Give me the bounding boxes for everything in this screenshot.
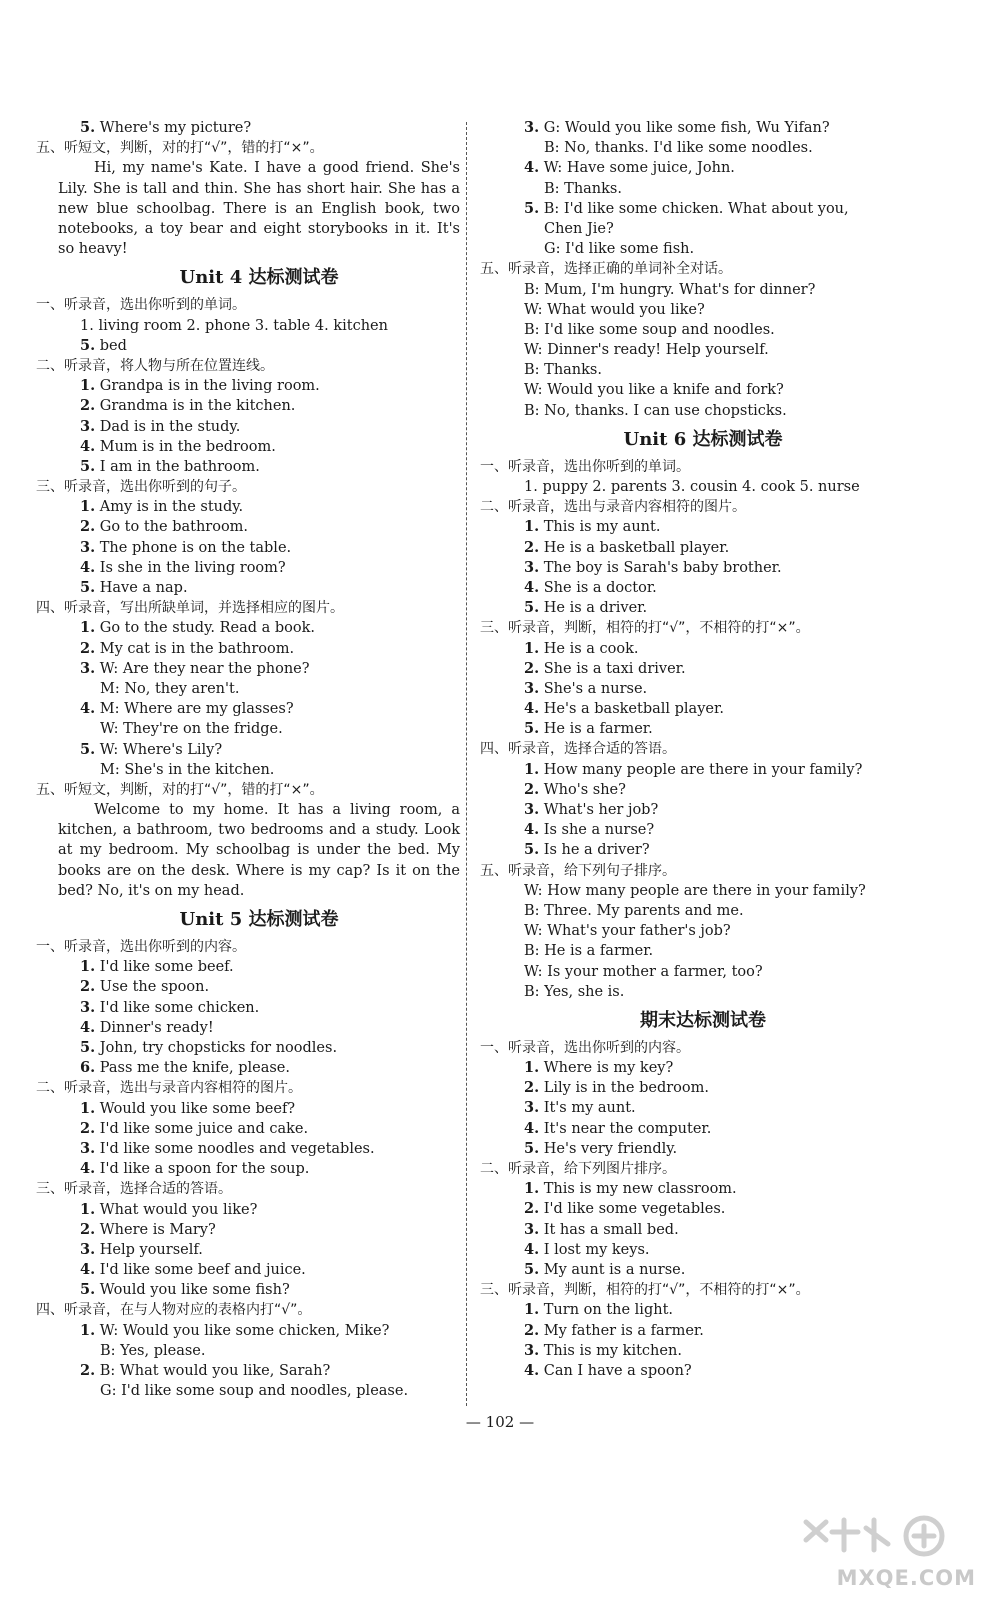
answer-line: [502, 639, 904, 659]
section-heading: 二、听录音，选出与录音内容相符的图片。: [36, 1080, 302, 1097]
answer-line: [502, 1361, 904, 1381]
item-text: Turn on the light.: [539, 1302, 674, 1319]
answer-line: [502, 578, 904, 598]
item-number: 2.: [524, 1200, 540, 1218]
item-number: 4.: [524, 1361, 540, 1379]
item-number: 3.: [80, 1139, 96, 1157]
item-number: 3.: [524, 119, 540, 136]
unit-title: Unit 6 达标测试卷: [623, 428, 783, 450]
item-text: Is she in the living room?: [95, 559, 286, 576]
item-number: 4.: [524, 578, 540, 596]
answer-line: [58, 639, 460, 659]
item-number: 3.: [524, 1341, 540, 1359]
item-text: Where is my key?: [539, 1060, 674, 1077]
item-text: Where's my picture?: [95, 120, 252, 136]
item-number: 1.: [80, 1099, 96, 1117]
answer-line: [502, 538, 904, 558]
answer-line: [502, 558, 904, 578]
item-text: The phone is on the table.: [95, 539, 292, 556]
section-heading: 三、听录音，选择合适的答语。: [36, 1181, 232, 1198]
answer-line: [58, 699, 460, 719]
item-number: 3.: [524, 679, 540, 697]
answer-line: W: Would you like a knife and fork?: [524, 382, 784, 399]
section-heading: 四、听录音，选择合适的答语。: [480, 741, 676, 758]
item-number: 2.: [524, 1321, 540, 1339]
item-number: 4.: [524, 1119, 540, 1137]
answer-line: B: Thanks.: [544, 180, 622, 197]
item-number: 1.: [80, 1200, 96, 1218]
item-number: 1.: [524, 1059, 540, 1077]
answer-line: [58, 457, 460, 477]
answer-line: [58, 1038, 460, 1058]
answer-line: [58, 1018, 460, 1038]
answer-line: 1. living room 2. phone 3. table 4. kitchen: [80, 317, 388, 334]
item-text: Dinner's ready!: [95, 1019, 214, 1036]
answer-line: [502, 699, 904, 719]
item-text: Where is Mary?: [95, 1221, 216, 1238]
item-number: 5.: [524, 199, 540, 217]
item-number: 5.: [80, 579, 96, 597]
item-text: This is my aunt.: [539, 519, 661, 536]
section-heading: 五、听录音，选择正确的单词补全对话。: [480, 261, 732, 278]
item-number: 1.: [80, 498, 96, 516]
item-number: 5.: [524, 720, 540, 738]
section-heading: 三、听录音，判断，相符的打“√”，不相符的打“×”。: [480, 1282, 810, 1299]
item-text: What would you like?: [95, 1201, 258, 1218]
section-heading: 五、听短文，判断，对的打“√”，错的打“×”。: [36, 140, 324, 157]
answer-line: [502, 1240, 904, 1260]
item-text: Is he a driver?: [539, 842, 650, 859]
item-number: 6.: [80, 1059, 96, 1077]
answer-line: [58, 1159, 460, 1179]
answer-line: [502, 1321, 904, 1341]
item-number: 3.: [524, 1099, 540, 1117]
item-text: B: I'd like some chicken. What about you,: [539, 200, 849, 217]
answer-line: [58, 998, 460, 1018]
item-text: It's near the computer.: [539, 1120, 712, 1137]
item-text: Can I have a spoon?: [539, 1362, 692, 1379]
answer-line: G: I'd like some soup and noodles, please.: [100, 1383, 409, 1400]
answer-line: B: He is a farmer.: [524, 943, 654, 960]
column-divider: [466, 122, 467, 1406]
answer-line: [58, 740, 460, 760]
section-heading: 一、听录音，选出你听到的单词。: [36, 297, 246, 314]
answer-line: [58, 517, 460, 537]
item-number: 1.: [524, 1180, 540, 1198]
answer-line: W: What would you like?: [524, 301, 705, 318]
item-text: How many people are there in your family?: [539, 761, 863, 778]
section-heading: 三、听录音，选出你听到的句子。: [36, 479, 246, 496]
item-number: 1.: [80, 1321, 96, 1339]
item-text: This is my new classroom.: [539, 1181, 737, 1198]
item-number: 5.: [80, 119, 96, 136]
item-text: John, try chopsticks for noodles.: [95, 1040, 338, 1057]
answer-line: W: How many people are there in your family?: [524, 882, 866, 899]
answer-line: [502, 719, 904, 739]
answer-line: [502, 659, 904, 679]
item-number: 4.: [80, 558, 96, 576]
item-number: 1.: [80, 619, 96, 637]
item-text: It has a small bed.: [539, 1221, 679, 1238]
item-number: 2.: [80, 518, 96, 536]
item-text: W: Are they near the phone?: [95, 660, 310, 677]
item-number: 2.: [524, 659, 540, 677]
answer-line: B: No, thanks. I can use chopsticks.: [524, 402, 787, 419]
answer-line: [502, 1078, 904, 1098]
item-number: 2.: [80, 978, 96, 996]
item-text: Use the spoon.: [95, 979, 210, 996]
answer-line: B: No, thanks. I'd like some noodles.: [544, 140, 813, 157]
answer-line: [502, 118, 904, 138]
item-text: The boy is Sarah's baby brother.: [539, 559, 782, 576]
item-text: Grandma is in the kitchen.: [95, 398, 296, 415]
item-number: 4.: [524, 159, 540, 177]
passage-text: Hi, my name's Kate. I have a good friend. She's Lily. She is tall and thin. She has short hair. She has a new blue schoolbag. There is an English book, two notebooks, a toy bear and eight storybooks in it. It's so heavy!: [58, 160, 460, 258]
item-text: Would you like some fish?: [95, 1282, 290, 1299]
item-text: It's my aunt.: [539, 1100, 636, 1117]
item-number: 3.: [524, 1220, 540, 1238]
answer-line: [58, 118, 460, 138]
answer-line: [502, 800, 904, 820]
section-heading: 二、听录音，将人物与所在位置连线。: [36, 357, 274, 374]
answer-line: [58, 497, 460, 517]
item-text: B: What would you like, Sarah?: [95, 1363, 331, 1380]
section-heading: 三、听录音，判断，相符的打“√”，不相符的打“×”。: [480, 620, 810, 637]
answer-line: [502, 1300, 904, 1320]
answer-line: Chen Jie?: [544, 220, 614, 237]
item-text: He's a basketball player.: [539, 701, 724, 718]
item-text: My cat is in the bathroom.: [95, 640, 295, 657]
answer-line: [502, 1058, 904, 1078]
item-text: G: Would you like some fish, Wu Yifan?: [539, 120, 830, 136]
item-number: 4.: [524, 821, 540, 839]
item-number: 4.: [80, 1261, 96, 1279]
item-number: 5.: [524, 1260, 540, 1278]
item-number: 4.: [80, 437, 96, 455]
answer-line: [58, 659, 460, 679]
item-number: 3.: [80, 998, 96, 1016]
item-number: 1.: [524, 760, 540, 778]
answer-line: B: Yes, please.: [100, 1342, 206, 1359]
item-text: Amy is in the study.: [95, 499, 244, 516]
item-text: He is a driver.: [539, 600, 648, 617]
section-heading: 一、听录音，选出你听到的内容。: [480, 1039, 690, 1056]
answer-line: [502, 158, 904, 178]
item-text: This is my kitchen.: [539, 1342, 682, 1359]
answer-line: [58, 437, 460, 457]
item-number: 2.: [80, 397, 96, 415]
item-text: Mum is in the bedroom.: [95, 438, 276, 455]
answer-line: [502, 1260, 904, 1280]
item-text: bed: [95, 337, 127, 354]
item-number: 2.: [80, 1220, 96, 1238]
answer-line: [502, 840, 904, 860]
watermark-text: MXQE.COM: [836, 1566, 976, 1590]
answer-line: [58, 1139, 460, 1159]
answer-line: W: They're on the fridge.: [100, 721, 283, 738]
answer-line: [58, 578, 460, 598]
item-number: 2.: [524, 538, 540, 556]
answer-line: [58, 558, 460, 578]
item-text: I'd like some juice and cake.: [95, 1120, 309, 1137]
answer-line: [58, 957, 460, 977]
answer-line: [58, 336, 460, 356]
item-number: 3.: [80, 1240, 96, 1258]
answer-line: [58, 1220, 460, 1240]
item-number: 1.: [80, 958, 96, 976]
item-number: 3.: [80, 538, 96, 556]
answer-line: [502, 1199, 904, 1219]
passage-text: Welcome to my home. It has a living room, a kitchen, a bathroom, two bedrooms and a study. Look at my bedroom. My schoolbag is under the bed. My books are on the desk. Where is my cap? Is it on the bed? No, it's on my head.: [58, 802, 460, 899]
answer-line: [58, 376, 460, 396]
answer-line: B: Yes, she is.: [524, 983, 625, 1000]
section-heading: 五、听录音，给下列句子排序。: [480, 862, 676, 879]
item-number: 5.: [80, 457, 96, 475]
item-number: 3.: [80, 417, 96, 435]
section-heading: 五、听短文，判断，对的打“√”，错的打“×”。: [36, 781, 324, 798]
answer-line: B: Three. My parents and me.: [524, 902, 744, 919]
item-text: He is a cook.: [539, 640, 639, 657]
item-number: 4.: [524, 1240, 540, 1258]
item-text: I'd like a spoon for the soup.: [95, 1161, 310, 1178]
unit-title: Unit 5 达标测试卷: [179, 909, 339, 931]
section-heading: 二、听录音，给下列图片排序。: [480, 1161, 676, 1177]
answer-line: [58, 1099, 460, 1119]
answer-line: G: I'd like some fish.: [544, 241, 695, 258]
answer-line: W: Dinner's ready! Help yourself.: [524, 342, 769, 359]
answer-line: [502, 1220, 904, 1240]
left-column: [36, 118, 460, 1401]
item-number: 2.: [80, 639, 96, 657]
answer-line: B: Thanks.: [524, 362, 602, 379]
item-text: What's her job?: [539, 802, 659, 818]
item-text: I am in the bathroom.: [95, 458, 260, 475]
item-text: She's a nurse.: [539, 680, 648, 697]
item-text: I'd like some beef and juice.: [95, 1262, 306, 1279]
item-text: He's very friendly.: [539, 1140, 678, 1157]
right-column: [480, 118, 904, 1381]
item-text: M: Where are my glasses?: [95, 701, 294, 718]
item-text: Go to the study. Read a book.: [95, 620, 315, 637]
answer-line: [58, 977, 460, 997]
answer-line: [58, 1240, 460, 1260]
section-heading: 四、听录音，在与人物对应的表格内打“√”。: [36, 1302, 312, 1319]
item-number: 1.: [80, 377, 96, 395]
answer-line: W: What's your father's job?: [524, 923, 731, 940]
item-text: Dad is in the study.: [95, 418, 241, 435]
answer-line: M: She's in the kitchen.: [100, 761, 275, 778]
item-text: Grandpa is in the living room.: [95, 378, 320, 395]
item-number: 4.: [80, 1018, 96, 1036]
item-text: She is a taxi driver.: [539, 660, 686, 677]
item-number: 4.: [80, 700, 96, 718]
answer-line: [58, 618, 460, 638]
item-text: Lily is in the bedroom.: [539, 1080, 709, 1097]
item-text: W: Where's Lily?: [95, 741, 223, 758]
item-number: 2.: [524, 780, 540, 798]
answer-line: [502, 820, 904, 840]
item-text: My father is a farmer.: [539, 1322, 704, 1339]
item-text: Pass me the knife, please.: [95, 1060, 290, 1077]
item-text: Would you like some beef?: [95, 1100, 296, 1117]
item-number: 5.: [80, 1281, 96, 1299]
item-number: 1.: [524, 1301, 540, 1319]
item-number: 4.: [80, 1160, 96, 1178]
item-number: 2.: [80, 1362, 96, 1380]
answer-line: [502, 760, 904, 780]
item-text: Help yourself.: [95, 1241, 203, 1258]
unit-title: Unit 4 达标测试卷: [179, 267, 339, 289]
answer-line: [58, 1321, 460, 1341]
item-text: He is a farmer.: [539, 721, 653, 738]
answer-line: [58, 1200, 460, 1220]
item-text: I'd like some vegetables.: [539, 1201, 726, 1218]
section-heading: 一、听录音，选出你听到的内容。: [36, 939, 246, 956]
answer-line: [58, 1058, 460, 1078]
page-number: — 102 —: [465, 1413, 535, 1431]
answer-line: [502, 679, 904, 699]
answer-line: [502, 199, 904, 219]
item-number: 2.: [524, 1079, 540, 1097]
answer-line: [502, 517, 904, 537]
item-number: 5.: [524, 599, 540, 617]
item-number: 3.: [524, 801, 540, 818]
item-number: 2.: [80, 1119, 96, 1137]
item-number: 5.: [80, 336, 96, 354]
item-number: 5.: [524, 1139, 540, 1157]
answer-line: [58, 1280, 460, 1300]
item-text: Who's she?: [539, 781, 626, 798]
item-number: 1.: [524, 639, 540, 657]
answer-line: [502, 1119, 904, 1139]
answer-line: M: No, they aren't.: [100, 680, 240, 697]
section-heading: 二、听录音，选出与录音内容相符的图片。: [480, 499, 746, 516]
unit-title: 期末达标测试卷: [640, 1009, 766, 1031]
answer-line: W: Is your mother a farmer, too?: [524, 963, 763, 980]
item-number: 5.: [80, 740, 96, 758]
section-heading: 四、听录音，写出所缺单词，并选择相应的图片。: [36, 600, 344, 617]
answer-line: 1. puppy 2. parents 3. cousin 4. cook 5. nurse: [524, 479, 860, 495]
answer-line: [502, 1098, 904, 1118]
answer-line: B: I'd like some soup and noodles.: [524, 321, 775, 338]
item-text: He is a basketball player.: [539, 539, 730, 556]
answer-line: [502, 598, 904, 618]
answer-line: [502, 1341, 904, 1361]
item-text: Have a nap.: [95, 580, 188, 597]
section-heading: 一、听录音，选出你听到的单词。: [480, 458, 690, 475]
item-text: She is a doctor.: [539, 579, 657, 596]
item-text: W: Would you like some chicken, Mike?: [95, 1322, 390, 1339]
answer-line: [58, 1260, 460, 1280]
answer-line: [502, 1139, 904, 1159]
item-text: I lost my keys.: [539, 1241, 650, 1258]
answer-line: [58, 1361, 460, 1381]
item-number: 5.: [80, 1039, 96, 1057]
item-number: 3.: [524, 558, 540, 576]
item-text: W: Have some juice, John.: [539, 160, 735, 177]
answer-line: [58, 538, 460, 558]
item-text: I'd like some beef.: [95, 959, 234, 976]
item-text: My aunt is a nurse.: [539, 1261, 686, 1278]
item-number: 1.: [524, 518, 540, 536]
answer-line: [58, 417, 460, 437]
answer-line: [58, 396, 460, 416]
item-number: 4.: [524, 700, 540, 718]
item-number: 3.: [80, 659, 96, 677]
answer-line: [502, 1179, 904, 1199]
item-text: I'd like some noodles and vegetables.: [95, 1140, 375, 1157]
answer-line: B: Mum, I'm hungry. What's for dinner?: [524, 281, 816, 298]
item-text: Is she a nurse?: [539, 822, 655, 839]
item-text: I'd like some chicken.: [95, 999, 260, 1016]
item-text: Go to the bathroom.: [95, 519, 249, 536]
answer-line: [58, 1119, 460, 1139]
item-number: 5.: [524, 841, 540, 859]
answer-line: [502, 780, 904, 800]
